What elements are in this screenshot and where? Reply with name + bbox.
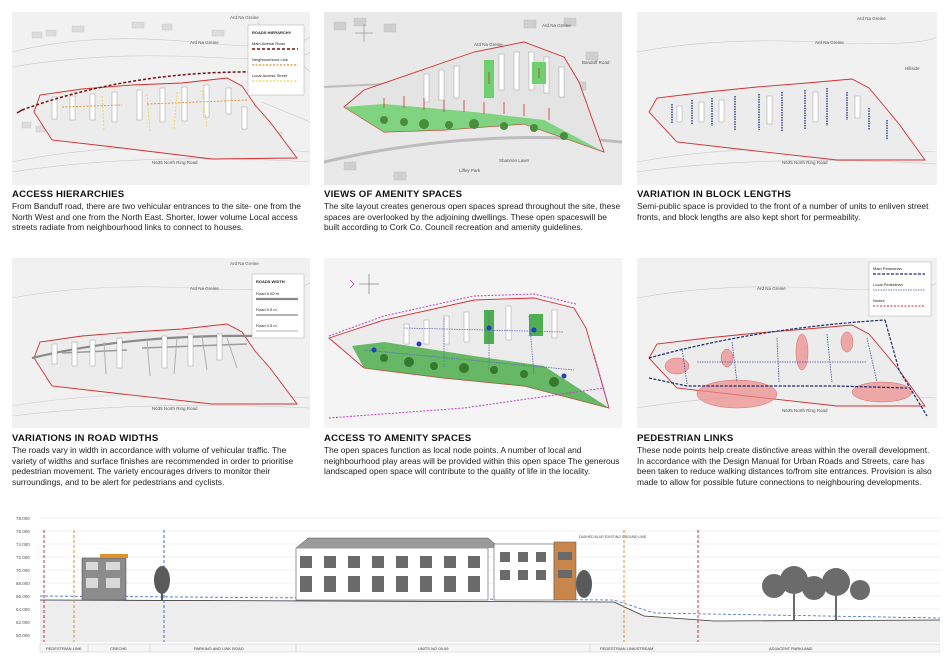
roads-hierarchy-legend [248,25,304,95]
map-label: Banduff Road [582,60,610,65]
svg-text:Main Arterial Road: Main Arterial Road [252,41,285,46]
caption-title: VARIATIONS IN ROAD WIDTHS [12,433,159,444]
terrace-units [296,538,500,600]
caption-text: From Banduff road, there are two vehicular entrances to the site- one from the North West and one from the North East. Shorter, lower volume Local access streets radiate from neighbourhood links to connect to houses. [12,201,301,233]
y-tick: 66.000 [16,594,30,599]
map-label: Ard Na Greine [857,16,886,21]
map-label: Hillside [905,66,920,71]
road-label: N635 North Ring Road [152,406,198,411]
y-tick: 70.000 [16,568,30,573]
svg-text:Road 6.00 m: Road 6.00 m [256,291,279,296]
y-tick: 72.000 [16,555,30,560]
site-section-elevation [14,508,940,664]
y-tick: 78.000 [16,516,30,521]
svg-text:Local Access Street: Local Access Street [252,73,288,78]
caption-text: The open spaces function as local node points. A number of local and neighbourhood play areas will be provided within this open space The generous landscaped open space will contribute to the quality of life in the locality. [324,445,620,477]
svg-text:ROADS HIERARCHY: ROADS HIERARCHY [252,30,292,35]
map-label: Liffey Park [459,168,481,173]
caption-text: The roads vary in width in accordance with volume of vehicular traffic. The variety of widths and surface finishes are recommended in order to prioritise pedestrian movement. The variety encourages drivers to monitor their surroundings, and to be alert for pedestrians and cyclists. [12,445,294,487]
caption-block-lengths [637,189,937,222]
map-label: Ard Na Greine [190,40,219,45]
svg-text:Road 5.5 m: Road 5.5 m [256,307,277,312]
road-label: N635 North Ring Road [782,408,828,413]
caption-pedestrian-links [637,433,937,487]
map-label: Ard Na Greine [230,261,259,266]
svg-text:Road 4.5 m: Road 4.5 m [256,323,277,328]
zone-label: PEDESTRIAN LINK [46,646,82,651]
zone-label: CRECHE [110,646,127,651]
caption-title: ACCESS HIERARCHIES [12,189,125,200]
caption-access-hierarchies [12,189,312,233]
map-label: Ard Na Greine [757,286,786,291]
y-tick: 68.000 [16,581,30,586]
access-to-amenity-spaces-map [324,258,622,428]
views-of-amenity-spaces-map [324,12,622,185]
map-label: Ard Na Greine [474,42,503,47]
map-label: Ard Na Greine [230,15,259,20]
variation-in-block-lengths-map [637,12,937,185]
caption-title: VARIATION IN BLOCK LENGTHS [637,189,792,200]
caption-title: VIEWS OF AMENITY SPACES [324,189,463,200]
svg-text:Neighbourhood Link: Neighbourhood Link [252,57,288,62]
caption-road-widths [12,433,312,487]
variations-in-road-widths-map [12,258,310,428]
map-label: Ard Na Greine [815,40,844,45]
pedestrian-legend [869,262,931,316]
y-tick: 60.000 [16,633,30,638]
svg-text:Nodes: Nodes [873,298,885,303]
y-tick: 64.000 [16,607,30,612]
pedestrian-links-map [637,258,937,428]
caption-text: These node points help create distinctive areas within the overall development. In accordance with the Design Manual for Urban Roads and Streets, care has been taken to reduce walking distances to/from site entrances. Provision is also made to allow for possible future connections to neighbouring developments. [637,445,932,487]
y-tick: 74.000 [16,542,30,547]
road-label: N635 North Ring Road [782,160,828,165]
caption-access-to-amenity [324,433,624,477]
map-label: Ard Na Greine [542,23,571,28]
map-label: Ard Na Greine [190,286,219,291]
caption-text: Semi-public space is provided to the front of a number of units to enliven street fronts, and block lengths are also kept short for permeability. [637,201,929,222]
creche-building [82,554,128,600]
y-tick: 62.000 [16,620,30,625]
caption-title: PEDESTRIAN LINKS [637,433,734,444]
zone-label: ADJACENT PARKLAND [769,646,813,651]
svg-text:Local Pedestrian: Local Pedestrian [873,282,903,287]
zone-label: PEDESTRIAN LINK/STREAM [600,646,654,651]
caption-views-of-amenity [324,189,624,233]
roads-width-legend [252,274,304,338]
caption-title: ACCESS TO AMENITY SPACES [324,433,472,444]
zone-label: UNITS NO 05-09 [418,646,449,651]
access-hierarchies-map [12,12,310,185]
svg-text:Main Pedestrian: Main Pedestrian [873,266,902,271]
svg-text:ROADS WIDTH: ROADS WIDTH [256,279,285,284]
road-label: N635 North Ring Road [152,160,198,165]
y-tick: 76.000 [16,529,30,534]
caption-text: The site layout creates generous open spaces spread throughout the site, these spaces are overlooked by the adjoining dwellings. These open spaceswill be built according to Cork Co. Council recreation and amenity guidelines. [324,201,621,233]
map-label: Shannon Lawn [499,158,530,163]
zone-label: PARKING AND LINK ROAD [194,646,244,651]
existing-ground-note: DASHED BLUE EXISTING GROUND LINE [579,535,647,539]
